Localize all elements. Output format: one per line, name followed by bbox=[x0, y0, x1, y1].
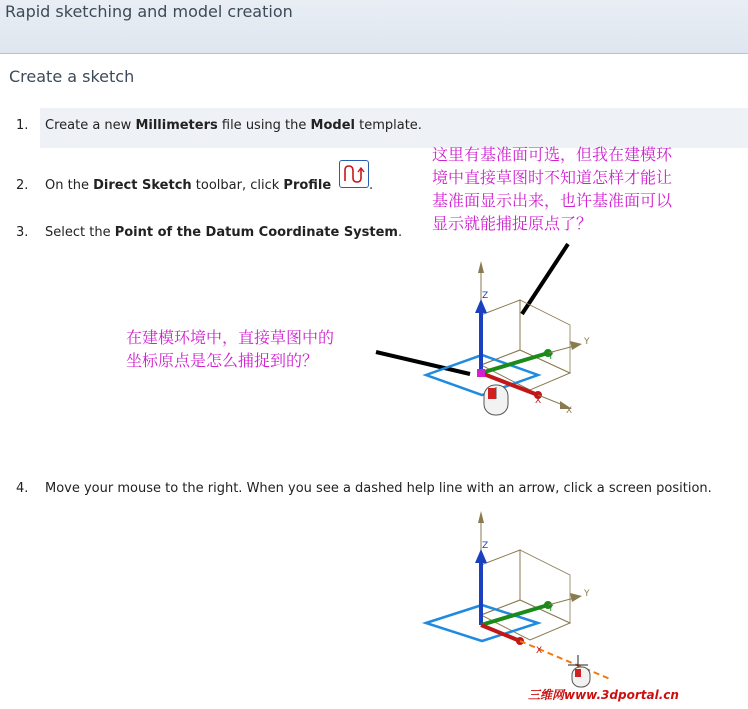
step-1-number: 1. bbox=[16, 118, 29, 133]
y-axis-label-top-2: Y bbox=[584, 589, 590, 599]
annotation-datum-plane: 这里有基准面可选，但我在建模环 境中直接草图时不知道怎样才能让 基准面显示出来，也许基准面可以 显示就能捕捉原点了？ bbox=[432, 145, 673, 233]
section-title: Create a sketch bbox=[9, 67, 135, 86]
step-3-number: 3. bbox=[16, 225, 29, 240]
z-axis-label: Z bbox=[482, 291, 489, 301]
step-4-text: Move your mouse to the right. When you see a dashed help line with an arrow, click a screen position. bbox=[45, 481, 712, 496]
x-axis-label: X bbox=[535, 396, 542, 406]
watermark: 三维网www.3dportal.cn bbox=[528, 688, 679, 702]
datum-csys-figure-2 bbox=[420, 507, 620, 687]
y-axis-label: Y bbox=[548, 352, 554, 362]
x-axis-label-2: X bbox=[536, 646, 543, 656]
page-title: Rapid sketching and model creation bbox=[5, 2, 293, 21]
step-1-text: Create a new Millimeters file using the Model template. bbox=[45, 118, 422, 133]
annotation-origin-snap: 在建模环境中，直接草图中的 坐标原点是怎么捕捉到的？ bbox=[126, 328, 335, 370]
z-axis-label-2: Z bbox=[482, 541, 489, 551]
datum-csys-figure-1 bbox=[420, 255, 620, 425]
step-2-text: On the Direct Sketch toolbar, click Profile bbox=[45, 178, 332, 193]
y-axis-label-top: Y bbox=[584, 337, 590, 347]
step-2-number: 2. bbox=[16, 178, 29, 193]
y-axis-label-2: Y bbox=[548, 604, 554, 614]
step-3-text: Select the Point of the Datum Coordinate System. bbox=[45, 225, 403, 240]
step-4-number: 4. bbox=[16, 481, 29, 496]
x-axis-label-end: X bbox=[566, 406, 573, 416]
step-2-period: . bbox=[369, 178, 374, 193]
